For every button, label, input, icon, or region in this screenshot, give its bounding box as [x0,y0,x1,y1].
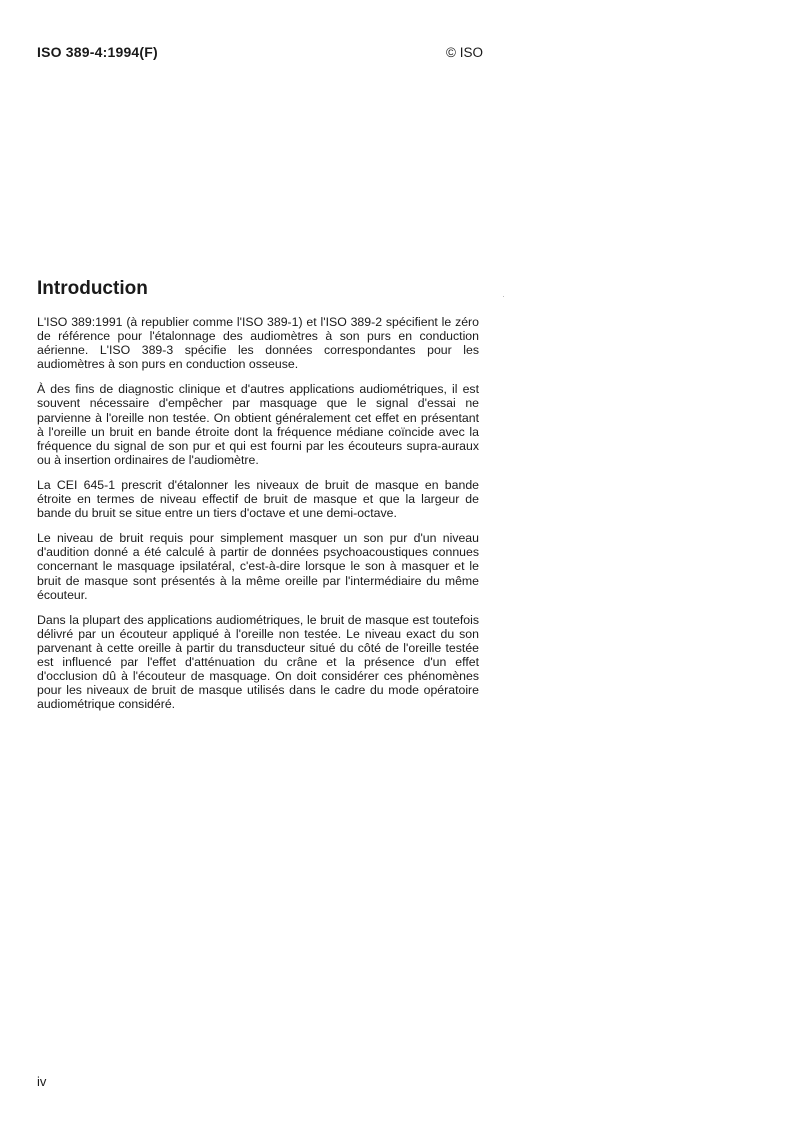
introduction-body [37,315,479,722]
standard-reference: ISO 389-4:1994(F) [37,44,158,60]
copyright-notice: © ISO [446,45,483,60]
paragraph-noise-level: Le niveau de bruit requis pour simplement masquer un son pur d'un niveau d'audition donné a été calculé à partir de données psychoacoustiques connues concernant le masquage ipsilatéral, c'est-à-dire lorsque le son à masquer et le bruit de masque sont présentés à la même oreille par l'intermédiaire du même écouteur. [37,531,479,602]
paragraph-cei-calibration: La CEI 645-1 prescrit d'étalonner les niveaux de bruit de masque en bande étroite en termes de niveau effectif de bruit de masque et que la largeur de bande du bruit se situe entre un tiers d'octave et une demi-octave. [37,477,479,521]
paragraph-masking-purpose: À des fins de diagnostic clinique et d'autres applications audiométriques, il est souvent nécessaire d'empêcher par masquage que le signal d'essai ne parvienne à l'oreille non testée. On obtient généralement cet effet en présentant à l'oreille un bruit en bande étroite dont la fréquence médiane coïncide avec la fréquence du signal de son pur et qui est fourni par les écouteurs supra-auraux ou à insertion ordinaires de l'audiomètre. [37,382,479,467]
section-title: Introduction [37,278,148,299]
paragraph-contralateral-masking: Dans la plupart des applications audiométriques, le bruit de masque est toutefois délivré par un écouteur appliqué à l'oreille non testée. Le niveau exact du son parvenant à cette oreille à partir du transducteur situé du côté de l'oreille testée est influencé par l'effet d'atténuation du crâne et la présence d'un effet d'occlusion dû à l'écouteur de masquage. On doit considérer ces phénomènes pour les niveaux de bruit de masque utilisés dans le cadre du mode opératoire audiométrique considéré. [37,612,479,712]
page-number: iv [37,1074,47,1089]
scan-speck [503,296,504,297]
paragraph-reference-zero: L'ISO 389:1991 (à republier comme l'ISO 389-1) et l'ISO 389-2 spécifient le zéro de référence pour l'étalonnage des audiomètres à son purs en conduction aérienne. L'ISO 389-3 spécifie les données correspondantes pour les audiomètres à son purs en conduction osseuse. [37,315,479,372]
